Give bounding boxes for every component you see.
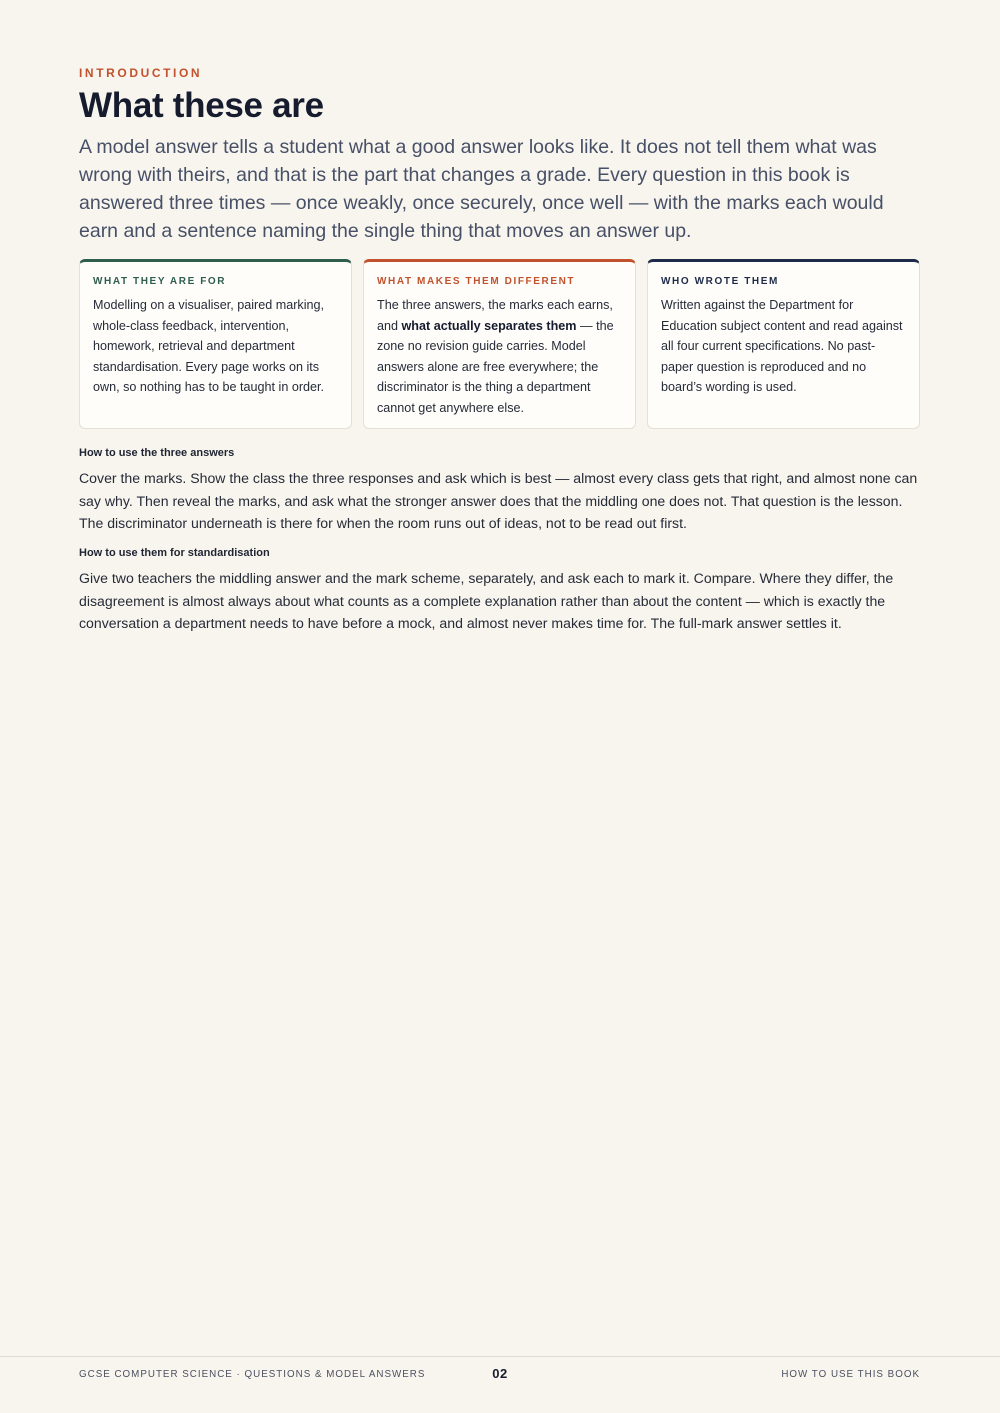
section-heading-standardisation: How to use them for standardisation	[79, 547, 270, 559]
card-authorship	[647, 259, 920, 429]
card-body	[377, 295, 622, 419]
card-heading: WHAT MAKES THEM DIFFERENT	[377, 276, 576, 287]
footer-book-title: GCSE COMPUTER SCIENCE · QUESTIONS & MODEL ANSWERS	[79, 1369, 426, 1380]
card-purpose	[79, 259, 352, 429]
section-heading-three-answers: How to use the three answers	[79, 447, 235, 459]
card-body-text: The three answers, the marks each earns, and	[377, 298, 613, 333]
page-number: 02	[492, 1366, 508, 1381]
card-heading: WHO WROTE THEM	[661, 276, 779, 287]
section-body-standardisation: Give two teachers the middling answer and the mark scheme, separately, and ask each to mark it. Compare. Where they differ, the disagreement is almost always about what counts as a complete explanation rather than about the content — which is exactly the conversation a department needs to have before a mock, and almost never makes time for. The full-mark answer settles it.	[79, 570, 894, 631]
card-heading: WHAT THEY ARE FOR	[93, 276, 227, 287]
footer-section-title: HOW TO USE THIS BOOK	[781, 1369, 920, 1380]
card-body: Modelling on a visualiser, paired marking, whole-class feedback, intervention, homework, retrieval and department standardisation. Every page works on its own, so nothing has to be taught in order.	[93, 298, 325, 395]
card-body-emphasis: what actually separates them	[401, 318, 577, 333]
page-title: What these are	[79, 86, 324, 125]
card-body: Written against the Department for Education subject content and read against all four current specifications. No past-paper question is reproduced and no board’s wording is used.	[661, 298, 903, 395]
section-eyebrow: INTRODUCTION	[79, 66, 203, 80]
card-difference	[363, 259, 636, 429]
section-body-three-answers: Cover the marks. Show the class the three responses and ask which is best — almost every class gets that right, and almost none can say why. Then reveal the marks, and ask what the stronger answer does that the middling one does not. That question is the lesson. The discriminator underneath is there for when the room runs out of ideas, not to be read out first.	[79, 470, 918, 531]
footer-divider	[0, 1356, 1000, 1357]
lede-paragraph: A model answer tells a student what a good answer looks like. It does not tell them what was wrong with theirs, and that is the part that changes a grade. Every question in this book is answered three times — once weakly, once securely, once well — with the marks each would earn and a sentence naming the single thing that moves an answer up.	[79, 136, 884, 242]
card-body-text: — the zone no revision guide carries. Model answers alone are free everywhere; the discriminator is the thing a department cannot get anywhere else.	[377, 318, 614, 415]
info-cards	[79, 259, 920, 431]
